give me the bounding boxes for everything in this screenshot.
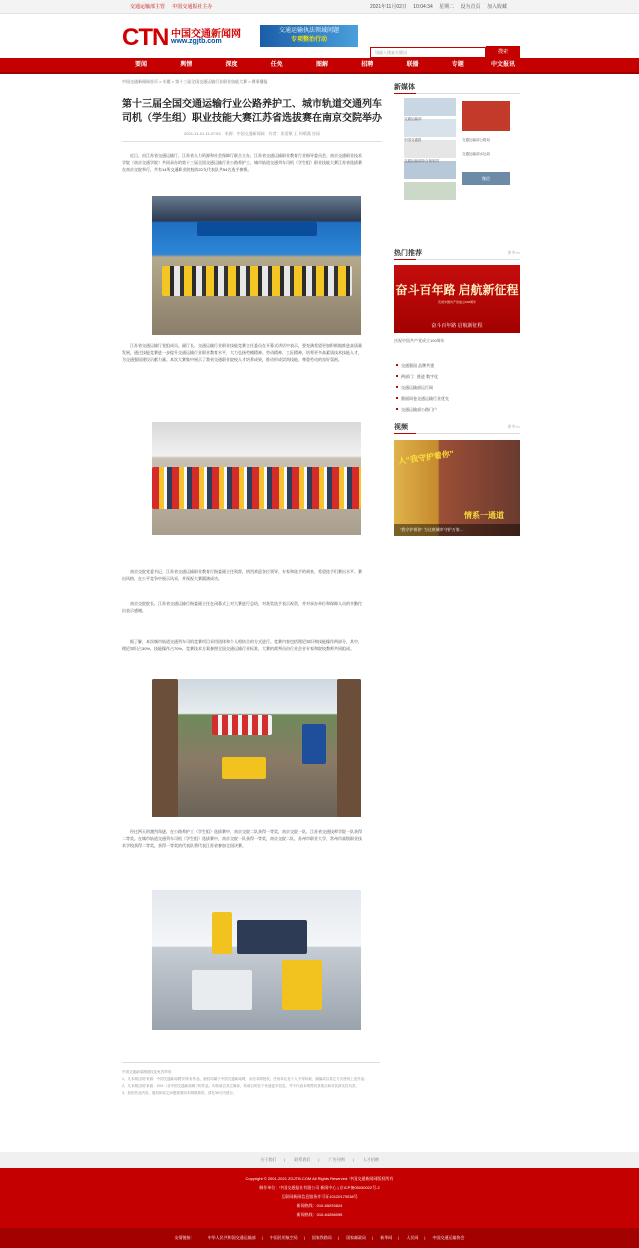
- set-home-link[interactable]: 设为首页: [460, 4, 481, 10]
- nav-item-opinion[interactable]: 舆情: [180, 62, 193, 68]
- footer-producer: 制作单位：中国交通报社有限公司 新闻中心 | 京ICP备05030022号-2: [259, 1185, 380, 1190]
- copyright-notes: [122, 1062, 380, 1097]
- official: [302, 724, 326, 764]
- hot-heading: [394, 248, 520, 260]
- nav-item-news[interactable]: 要闻: [134, 62, 147, 68]
- friend-link[interactable]: 中国交通运输协会: [432, 1235, 465, 1240]
- divider: [122, 141, 382, 142]
- article-paragraph-6: 经过两天的激烈角逐，在公路养护工（学生组）选拔赛中，南京交院二队获得一等奖，南京交院一队、江苏省交通技师学院一队获得二等奖。在城市轨道交通列车司机（学生组）选拔赛中，南京交院一队获得一等奖，南京交院二队、苏州市职业大学、常州市高级职业技术学校获得二等奖。获得一等奖的代表队将代表江苏省参加全国决赛。: [122, 829, 362, 848]
- top-link-ministry[interactable]: 交通运输部主管: [130, 4, 166, 10]
- banner-line2: 专项整治行动: [290, 37, 327, 43]
- friend-link[interactable]: 国家邮政局: [346, 1235, 367, 1240]
- footer-license: 互联网新闻信息服务许可证10120170038号: [281, 1194, 358, 1199]
- video-title: 视频: [394, 424, 408, 431]
- crowd-figures: [162, 266, 352, 296]
- list-item[interactable]: 交通运输部公路门户: [396, 404, 449, 415]
- article-paragraph-5: 据了解，本次城市轨道交通列车司机竞赛项目采用团体和个人相结合的方式进行。竞赛内容包括理论知识和技能操作两部分，其中，理论知识占30%，技能操作占70%，竞赛技术方案参照全国交通运输行业标准，大赛的裁判员由行业企业专家和院校教师共同组成。: [122, 639, 362, 651]
- nav-item-depth[interactable]: 深度: [225, 62, 238, 68]
- friend-link[interactable]: 中国民用航空局: [269, 1235, 298, 1240]
- banner-line1: 交通运输执法领域问题: [278, 28, 339, 34]
- about-link[interactable]: 关于我们: [260, 1157, 277, 1162]
- photo-train-simulator: [152, 890, 361, 1030]
- wechat-qr-image: [462, 101, 510, 131]
- article-paragraph-4: 南京交院院长、江苏省交通运输行指委副主任在闭幕式上对大赛进行总结，对获奖选手表示祝贺，并对承办单位和保障人员的辛勤付出表示感谢。: [122, 601, 362, 613]
- media-item-4[interactable]: 交通运输部公路局: [462, 138, 490, 142]
- operator: [212, 912, 232, 954]
- friend-links-label: 友情链接：: [174, 1235, 195, 1240]
- screen: [237, 920, 307, 954]
- site-header: [0, 14, 639, 54]
- logo-url: www.zgjtb.com: [171, 38, 222, 45]
- hot-image-caption: 奋斗百年路 启航新征程: [431, 323, 483, 329]
- nav-item-appointments[interactable]: 任免: [270, 62, 283, 68]
- nav-item-topics[interactable]: 专题: [451, 62, 464, 68]
- media-thumb[interactable]: [404, 98, 456, 116]
- media-item-1[interactable]: 交通运输部: [404, 117, 422, 121]
- list-item[interactable]: 交通运输部运行网: [396, 382, 449, 393]
- hot-image-subtitle: 庆祝中国共产党成立100周年: [437, 300, 476, 304]
- notes-title: 中国交通新闻网版权及免责声明：: [122, 1070, 175, 1074]
- nav-item-recruit[interactable]: 招聘: [361, 62, 374, 68]
- search-button[interactable]: 搜索: [486, 46, 520, 59]
- nav-item-bulletin[interactable]: 中文报讯: [490, 62, 515, 68]
- wechat-label[interactable]: 微信: [462, 172, 510, 185]
- video-overlay-text-2: 情系一通道: [464, 511, 504, 520]
- friend-link[interactable]: 新华网: [380, 1235, 393, 1240]
- hot-caption[interactable]: 庆祝中国共产党成立100周年: [394, 338, 445, 343]
- article-title: 第十三届全国交通运输行业公路养护工、城市轨道交通列车司机（学生组）职业技能大赛江苏省选拔赛在南京交院举办: [122, 99, 382, 124]
- new-media-title: 新媒体: [394, 84, 415, 91]
- people-row: [152, 467, 361, 509]
- video-thumbnail[interactable]: [394, 440, 520, 536]
- promo-banner[interactable]: [260, 25, 358, 47]
- footer-tel-2: 新闻热线：010-64266095: [296, 1212, 343, 1217]
- top-link-paper[interactable]: 中国交通报社主办: [172, 4, 213, 10]
- video-more-link[interactable]: 更多>>: [507, 424, 520, 429]
- site-logo[interactable]: [122, 24, 256, 60]
- top-bar: [0, 0, 639, 14]
- notes-item-1: 1、凡本网注明“来源：中国交通新闻网”的所有作品，版权均属于中国交通新闻网，未经本网授权，任何单位及个人不得转载、摘编或以其它方式使用上述作品。: [122, 1077, 368, 1081]
- date-text: 2021年11月02日: [370, 4, 407, 10]
- jobs-link[interactable]: 人才招聘: [362, 1157, 379, 1162]
- hot-title: 热门推荐: [394, 250, 422, 257]
- nav-item-graphics[interactable]: 图解: [315, 62, 328, 68]
- ads-link[interactable]: 广告刊例: [328, 1157, 345, 1162]
- photo-contestants-lineup: [152, 422, 361, 535]
- breadcrumb[interactable]: 中国交通新闻网首页 > 专题 > 第十三届全国交通运输行业职业技能大赛 > 赛事播报: [122, 79, 268, 84]
- friend-link[interactable]: 国家铁路局: [311, 1235, 332, 1240]
- notes-item-2: 2、凡本网注明“来源：XXX（非中国交通新闻网）”的作品，均转载自其它媒体，转载目的在于传递更多信息，并不代表本网赞同其观点和对其真实性负责。: [122, 1084, 360, 1088]
- media-item-3[interactable]: 交通运输部综合规划司: [404, 159, 439, 163]
- hot-list: [396, 360, 449, 415]
- video-caption: “我守护着你” 为这座城市守护万家…: [394, 524, 520, 536]
- media-item-2[interactable]: 中国交通报: [404, 138, 422, 142]
- notes-item-3: 3、如因作品内容、版权和其它问题需要同本网联系的，请在30日内进行。: [122, 1091, 237, 1095]
- article-paragraph-1: 近日，由江苏省交通运输厅、江苏省人力资源和社会保障厅联合主办，江苏省交通运输职业教育行业指导委员会、南京交通职业技术学院（南京交通学院）共同承办的第十三届全国交通运输行业公路养护工、城市轨道交通列车司机（学生组）职业技能大赛江苏省选拔赛在南京交院举行，共有14所交通职业院校的22支代表队共54名选手参赛。: [122, 153, 362, 172]
- friend-link[interactable]: 中华人民共和国交通运输部: [207, 1235, 256, 1240]
- list-item[interactable]: 两部门：推进 数字化: [396, 371, 449, 382]
- weekday-text: 星期二: [439, 4, 455, 10]
- main-nav: [0, 58, 639, 74]
- photo-road-maintenance: [152, 679, 361, 817]
- tree-right: [337, 679, 361, 817]
- media-item-5[interactable]: 交通运输部水运局: [462, 152, 490, 156]
- new-media-thumbs: [404, 98, 456, 203]
- contestant: [282, 960, 322, 1010]
- article-paragraph-2: 江苏省交通运输厅党组成员、副厅长、交通运输行业职业技能竞赛主任委员在开幕式讲话中表示，要充满希望更加积极地推进高质量发展，通过技能竞赛进一步提升交通运输行业职业教育水平，大力弘扬劳模精神、劳动精神、工匠精神，培养更多高素质技术技能人才，为交通强国建设贡献力量。本次大赛集中展示了我省交通职业院校人才培养成果，推动形成崇尚技能、尊重劳动的良好氛围。: [122, 343, 362, 362]
- hot-feature-image[interactable]: [394, 265, 520, 333]
- footer-copyright: Copyright © 2001-2021 ZGJTB.COM All Rights Reserved. 中国交通新闻网版权所有: [245, 1176, 394, 1181]
- nav-item-broadcast[interactable]: 联播: [406, 62, 419, 68]
- friend-link[interactable]: 人民网: [406, 1235, 419, 1240]
- contact-link[interactable]: 联系我们: [294, 1157, 311, 1162]
- media-thumb[interactable]: [404, 182, 456, 200]
- article-meta: 2021-11-01 11:27:53 来源：中国交通新闻网 作者：张雷敏 王 柯晴燕 房园: [184, 131, 320, 136]
- list-item[interactable]: 交通强国 品牌共建: [396, 360, 449, 371]
- new-media-heading: [394, 82, 520, 94]
- logo-name: 中国交通新闻网: [171, 29, 241, 40]
- site-footer: [0, 1168, 639, 1248]
- time-text: 10:04:34: [413, 4, 433, 10]
- search-input[interactable]: 请输入搜索关键词: [370, 47, 486, 58]
- hot-image-title: 奋斗百年路 启航新征程: [395, 283, 519, 297]
- console: [192, 970, 252, 1010]
- add-favorite-link[interactable]: 加入收藏: [486, 4, 507, 10]
- list-item[interactable]: 鼎丽同卷交通运输行业优先: [396, 393, 449, 404]
- friend-links: 友情链接： 中华人民共和国交通运输部 | 中国民用航空局 | 国家铁路局 | 国家邮政局 | 新华网 | 人民网 | 中国交通运输协会: [0, 1228, 639, 1248]
- photo-opening-ceremony: [152, 196, 361, 335]
- bottom-links: 关于我们 | 联系我们 | 广告刊例 | 人才招聘: [0, 1152, 639, 1168]
- workers: [222, 757, 266, 779]
- logo-ctn: CTN: [122, 24, 169, 51]
- video-overlay-text-1: 人“我守护着你”: [397, 449, 455, 466]
- tree-left: [152, 679, 178, 817]
- stage-banner: [197, 222, 317, 236]
- hot-more-link[interactable]: 更多>>: [507, 250, 520, 255]
- video-heading: [394, 422, 520, 434]
- article-paragraph-3: 南京交院党委书记、江苏省交通运输职业教育行指委副主任致辞，热烈欢迎各位领导、专家和选手的到来，希望选手们赛出水平、赛出风格，在公平竞争中展示风采，并预祝大赛圆满成功。: [122, 569, 362, 581]
- footer-tel-1: 新闻热线：010-65293624: [296, 1203, 343, 1208]
- judges: [212, 715, 272, 735]
